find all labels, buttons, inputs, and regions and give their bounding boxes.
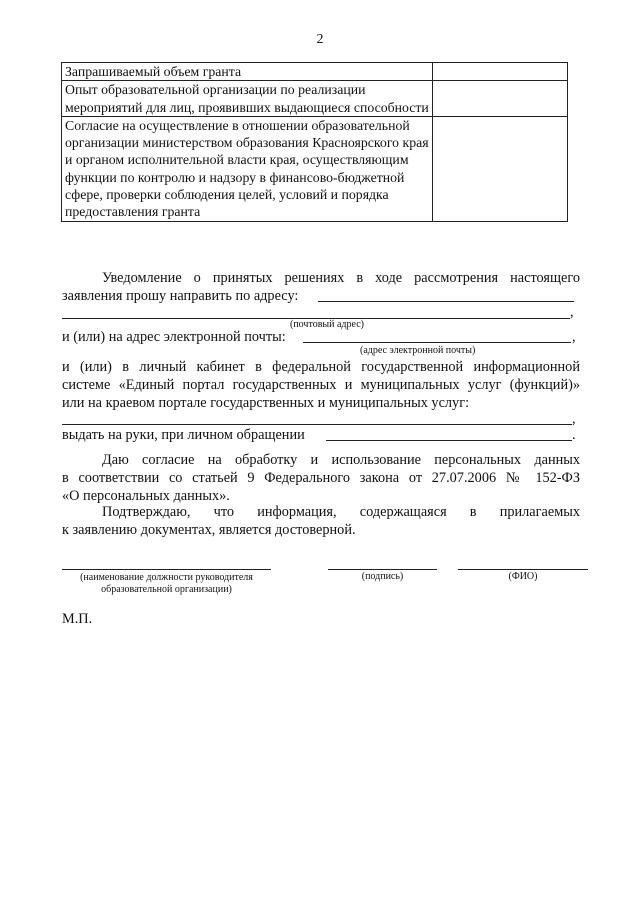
page-number: 2 [316,32,324,47]
comma-mark: , [572,411,576,427]
hand-delivery-label: выдать на руки, при личном обращении [62,427,305,443]
notice-text-line-2: заявления прошу направить по адресу: [62,288,299,304]
grant-info-table [61,62,568,222]
email-address-caption: (адрес электронной почты) [360,345,476,356]
position-caption-line-1: (наименование должности руководителя [80,572,253,583]
consent-text-line-3: «О персональных данных». [62,488,230,504]
table-row [62,63,568,81]
postal-address-field[interactable] [318,301,574,302]
table-row [62,116,568,221]
table-row [62,81,568,117]
signature-field[interactable] [328,569,437,570]
table-cell-value[interactable] [433,81,568,117]
hand-delivery-field[interactable] [326,440,572,441]
full-name-caption: (ФИО) [508,571,538,582]
email-label: и (или) на адрес электронной почты: [62,329,286,345]
table-cell-label: Согласие на осуществление в отношении образовательной организации министерством образования Красноярского края и органом исполнительной власти края, осуществляющим функции по контролю и надзору в финансово-бюджетной сфере, проверки соблюдения целей, условий и порядка предоставления гранта [62,116,433,221]
confirm-text-line-2: к заявлению документах, является достоверной. [62,522,356,538]
full-name-field[interactable] [458,569,588,570]
table-cell-label: Опыт образовательной организации по реализации мероприятий для лиц, проявивших выдающиеся способности [62,81,433,117]
stamp-mark: М.П. [62,611,93,627]
position-caption-line-2: образовательной организации) [101,584,232,595]
position-field[interactable] [62,569,271,570]
email-address-field[interactable] [303,342,571,343]
portal-field[interactable] [62,424,572,425]
cabinet-text-line-1: и (или) в личный кабинет в федеральной государственной информационной [62,359,580,375]
cabinet-text-line-3: или на краевом портале государственных и муниципальных услуг: [62,395,470,411]
table-cell-label: Запрашиваемый объем гранта [62,63,433,81]
signature-caption: (подпись) [361,571,404,582]
consent-text-line-2: в соответствии со статьей 9 Федерального закона от 27.07.2006 № 152-ФЗ [62,470,580,486]
postal-address-caption: (почтовый адрес) [290,319,364,330]
comma-mark: , [572,329,576,345]
period-mark: . [572,427,576,443]
notice-text-line-1: Уведомление о принятых решениях в ходе рассмотрения настоящего [102,270,580,286]
table-cell-value[interactable] [433,116,568,221]
cabinet-text-line-2: системе «Единый портал государственных и муниципальных услуг (функций)» [62,377,580,393]
comma-mark: , [570,304,574,320]
consent-text-line-1: Даю согласие на обработку и использование персональных данных [102,452,580,468]
table-cell-value[interactable] [433,63,568,81]
confirm-text-line-1: Подтверждаю, что информация, содержащаяся в прилагаемых [102,504,580,520]
